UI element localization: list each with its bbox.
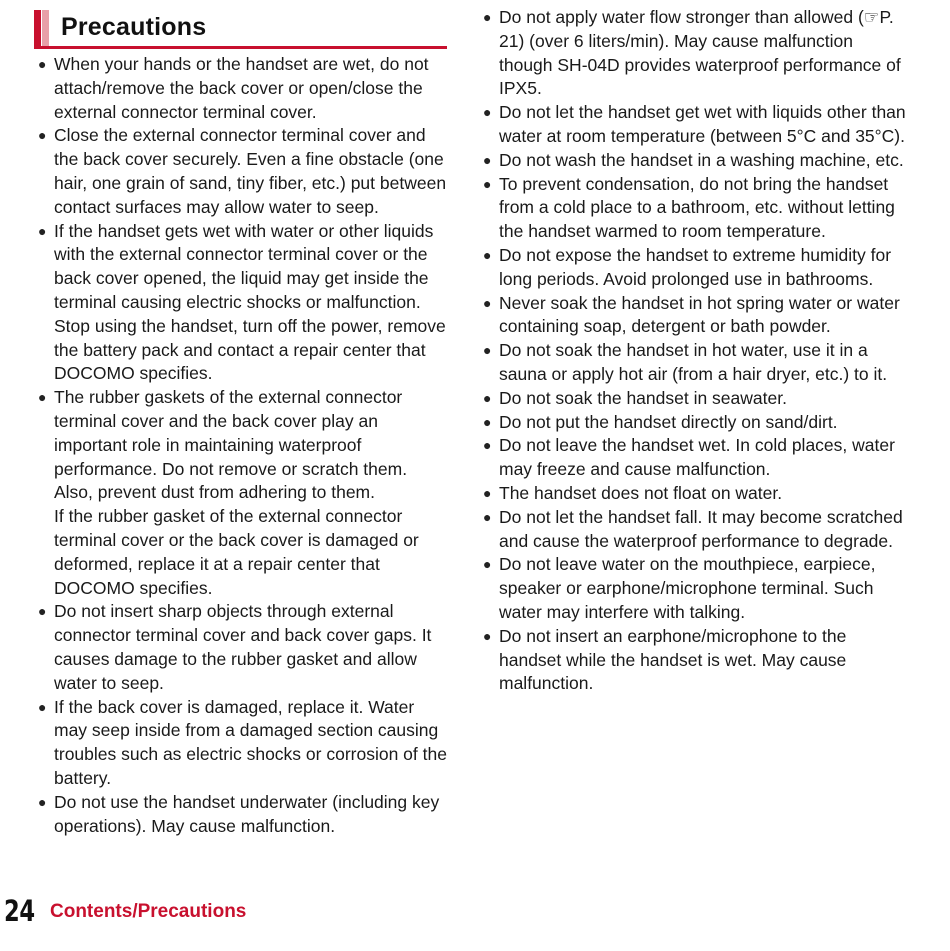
list-item bbox=[481, 339, 911, 387]
list-item-text: Do not use the handset underwater (including key operations). May cause malfunction. bbox=[54, 791, 440, 836]
list-item-text: Do not leave the handset wet. In cold places, water may freeze and cause malfunction. bbox=[499, 435, 895, 480]
list-item-text: To prevent condensation, do not bring the handset from a cold place to a bathroom, etc. without letting the handset warmed to room temperature. bbox=[499, 173, 895, 242]
list-item bbox=[481, 6, 911, 101]
list-item bbox=[481, 387, 911, 411]
list-item-text: Do not let the handset fall. It may become scratched and cause the waterproof performance to degrade. bbox=[499, 506, 903, 551]
list-item bbox=[481, 292, 911, 340]
bullet-icon: ● bbox=[483, 151, 492, 168]
bullet-icon: ● bbox=[483, 556, 492, 573]
left-column-list bbox=[36, 53, 448, 838]
bullet-icon: ● bbox=[38, 389, 47, 406]
bullet-icon: ● bbox=[483, 104, 492, 121]
header-accent-bar-light bbox=[42, 10, 49, 48]
list-item-text: Do not insert an earphone/microphone to the handset while the handset is wet. May cause malfunction. bbox=[499, 625, 847, 694]
list-item bbox=[481, 173, 911, 244]
list-item-text: Close the external connector terminal cover and the back cover securely. Even a fine obstacle (one hair, one grain of sand, tiny fiber, etc.) put between contact surfaces may allow water to seep. bbox=[54, 125, 447, 217]
bullet-icon: ● bbox=[483, 294, 492, 311]
list-item-text: Do not apply water flow stronger than allowed (☞P. 21) (over 6 liters/min). May cause malfunction though SH-04D provides waterproof performance of IPX5. bbox=[499, 7, 901, 99]
page-title: Precautions bbox=[61, 13, 207, 41]
list-item bbox=[36, 124, 448, 219]
list-item bbox=[481, 149, 911, 173]
list-item-text: Do not soak the handset in hot water, use it in a sauna or apply hot air (from a hair dryer, etc.) to it. bbox=[499, 340, 888, 384]
list-item bbox=[36, 53, 448, 124]
header-underline bbox=[34, 46, 447, 49]
list-item-text: Do not soak the handset in seawater. bbox=[499, 387, 787, 408]
list-item bbox=[36, 696, 448, 791]
list-item bbox=[36, 220, 448, 387]
bullet-icon: ● bbox=[483, 437, 492, 454]
list-item bbox=[481, 625, 911, 696]
list-item-text: Never soak the handset in hot spring water or water containing soap, detergent or bath powder. bbox=[499, 292, 900, 337]
bullet-icon: ● bbox=[483, 342, 492, 359]
list-item-text: If the back cover is damaged, replace it. Water may seep inside from a damaged section causing troubles such as electric shocks or corrosion of the battery. bbox=[54, 696, 447, 788]
list-item bbox=[481, 434, 911, 482]
bullet-icon: ● bbox=[38, 698, 47, 715]
list-item-text: Do not wash the handset in a washing machine, etc. bbox=[499, 149, 904, 170]
list-item-text: If the handset gets wet with water or other liquids with the external connector terminal cover or the back cover opened, the liquid may get inside the terminal causing electric shocks or malfunction. Stop using the handset, turn off the power, remove the battery pack and contact a repair center that DOCOMO specifies. bbox=[54, 220, 446, 384]
list-item bbox=[481, 482, 911, 506]
bullet-icon: ● bbox=[483, 246, 492, 263]
list-item-text: The handset does not float on water. bbox=[499, 482, 783, 503]
bullet-icon: ● bbox=[38, 793, 47, 810]
bullet-icon: ● bbox=[483, 9, 492, 25]
list-item-text: The rubber gaskets of the external connector terminal cover and the back cover play an important role in maintaining waterproof performance. Do not remove or scratch them. Also, prevent dust from adhering to them. bbox=[54, 387, 408, 503]
list-item bbox=[481, 411, 911, 435]
bullet-icon: ● bbox=[483, 175, 492, 192]
list-item-text: Do not insert sharp objects through external connector terminal cover and back cover gaps. It causes damage to the rubber gasket and allow water to seep. bbox=[54, 601, 432, 693]
page-number: 24 bbox=[4, 894, 35, 928]
bullet-icon: ● bbox=[483, 389, 492, 406]
bullet-icon: ● bbox=[38, 56, 47, 72]
section-header bbox=[34, 10, 447, 50]
list-item bbox=[481, 506, 911, 554]
list-item-text: Do not put the handset directly on sand/dirt. bbox=[499, 411, 838, 432]
bullet-icon: ● bbox=[38, 603, 47, 620]
bullet-icon: ● bbox=[38, 127, 47, 144]
bullet-icon: ● bbox=[483, 627, 492, 644]
list-item bbox=[36, 600, 448, 695]
section-link[interactable]: Contents/Precautions bbox=[50, 901, 247, 922]
bullet-icon: ● bbox=[38, 222, 47, 239]
list-item bbox=[36, 386, 448, 600]
list-item bbox=[36, 791, 448, 839]
bullet-icon: ● bbox=[483, 484, 492, 501]
list-item-text-continued: If the rubber gasket of the external connector terminal cover or the back cover is damaged or deformed, replace it at a repair center that DOCOMO specifies. bbox=[54, 506, 419, 598]
list-item bbox=[481, 244, 911, 292]
bullet-icon: ● bbox=[483, 508, 492, 525]
list-item-text: When your hands or the handset are wet, do not attach/remove the back cover or open/close the external connector terminal cover. bbox=[54, 54, 429, 122]
list-item-text: Do not let the handset get wet with liquids other than water at room temperature (between 5°C and 35°C). bbox=[499, 102, 906, 146]
list-item-text: Do not expose the handset to extreme humidity for long periods. Avoid prolonged use in bathrooms. bbox=[499, 244, 892, 289]
list-item bbox=[481, 101, 911, 149]
bullet-icon: ● bbox=[483, 413, 492, 430]
header-accent-bar bbox=[34, 10, 41, 48]
list-item-text: Do not leave water on the mouthpiece, earpiece, speaker or earphone/microphone terminal. Such water may interfere with talking. bbox=[499, 554, 876, 622]
right-column-list bbox=[481, 6, 911, 696]
list-item bbox=[481, 553, 911, 624]
